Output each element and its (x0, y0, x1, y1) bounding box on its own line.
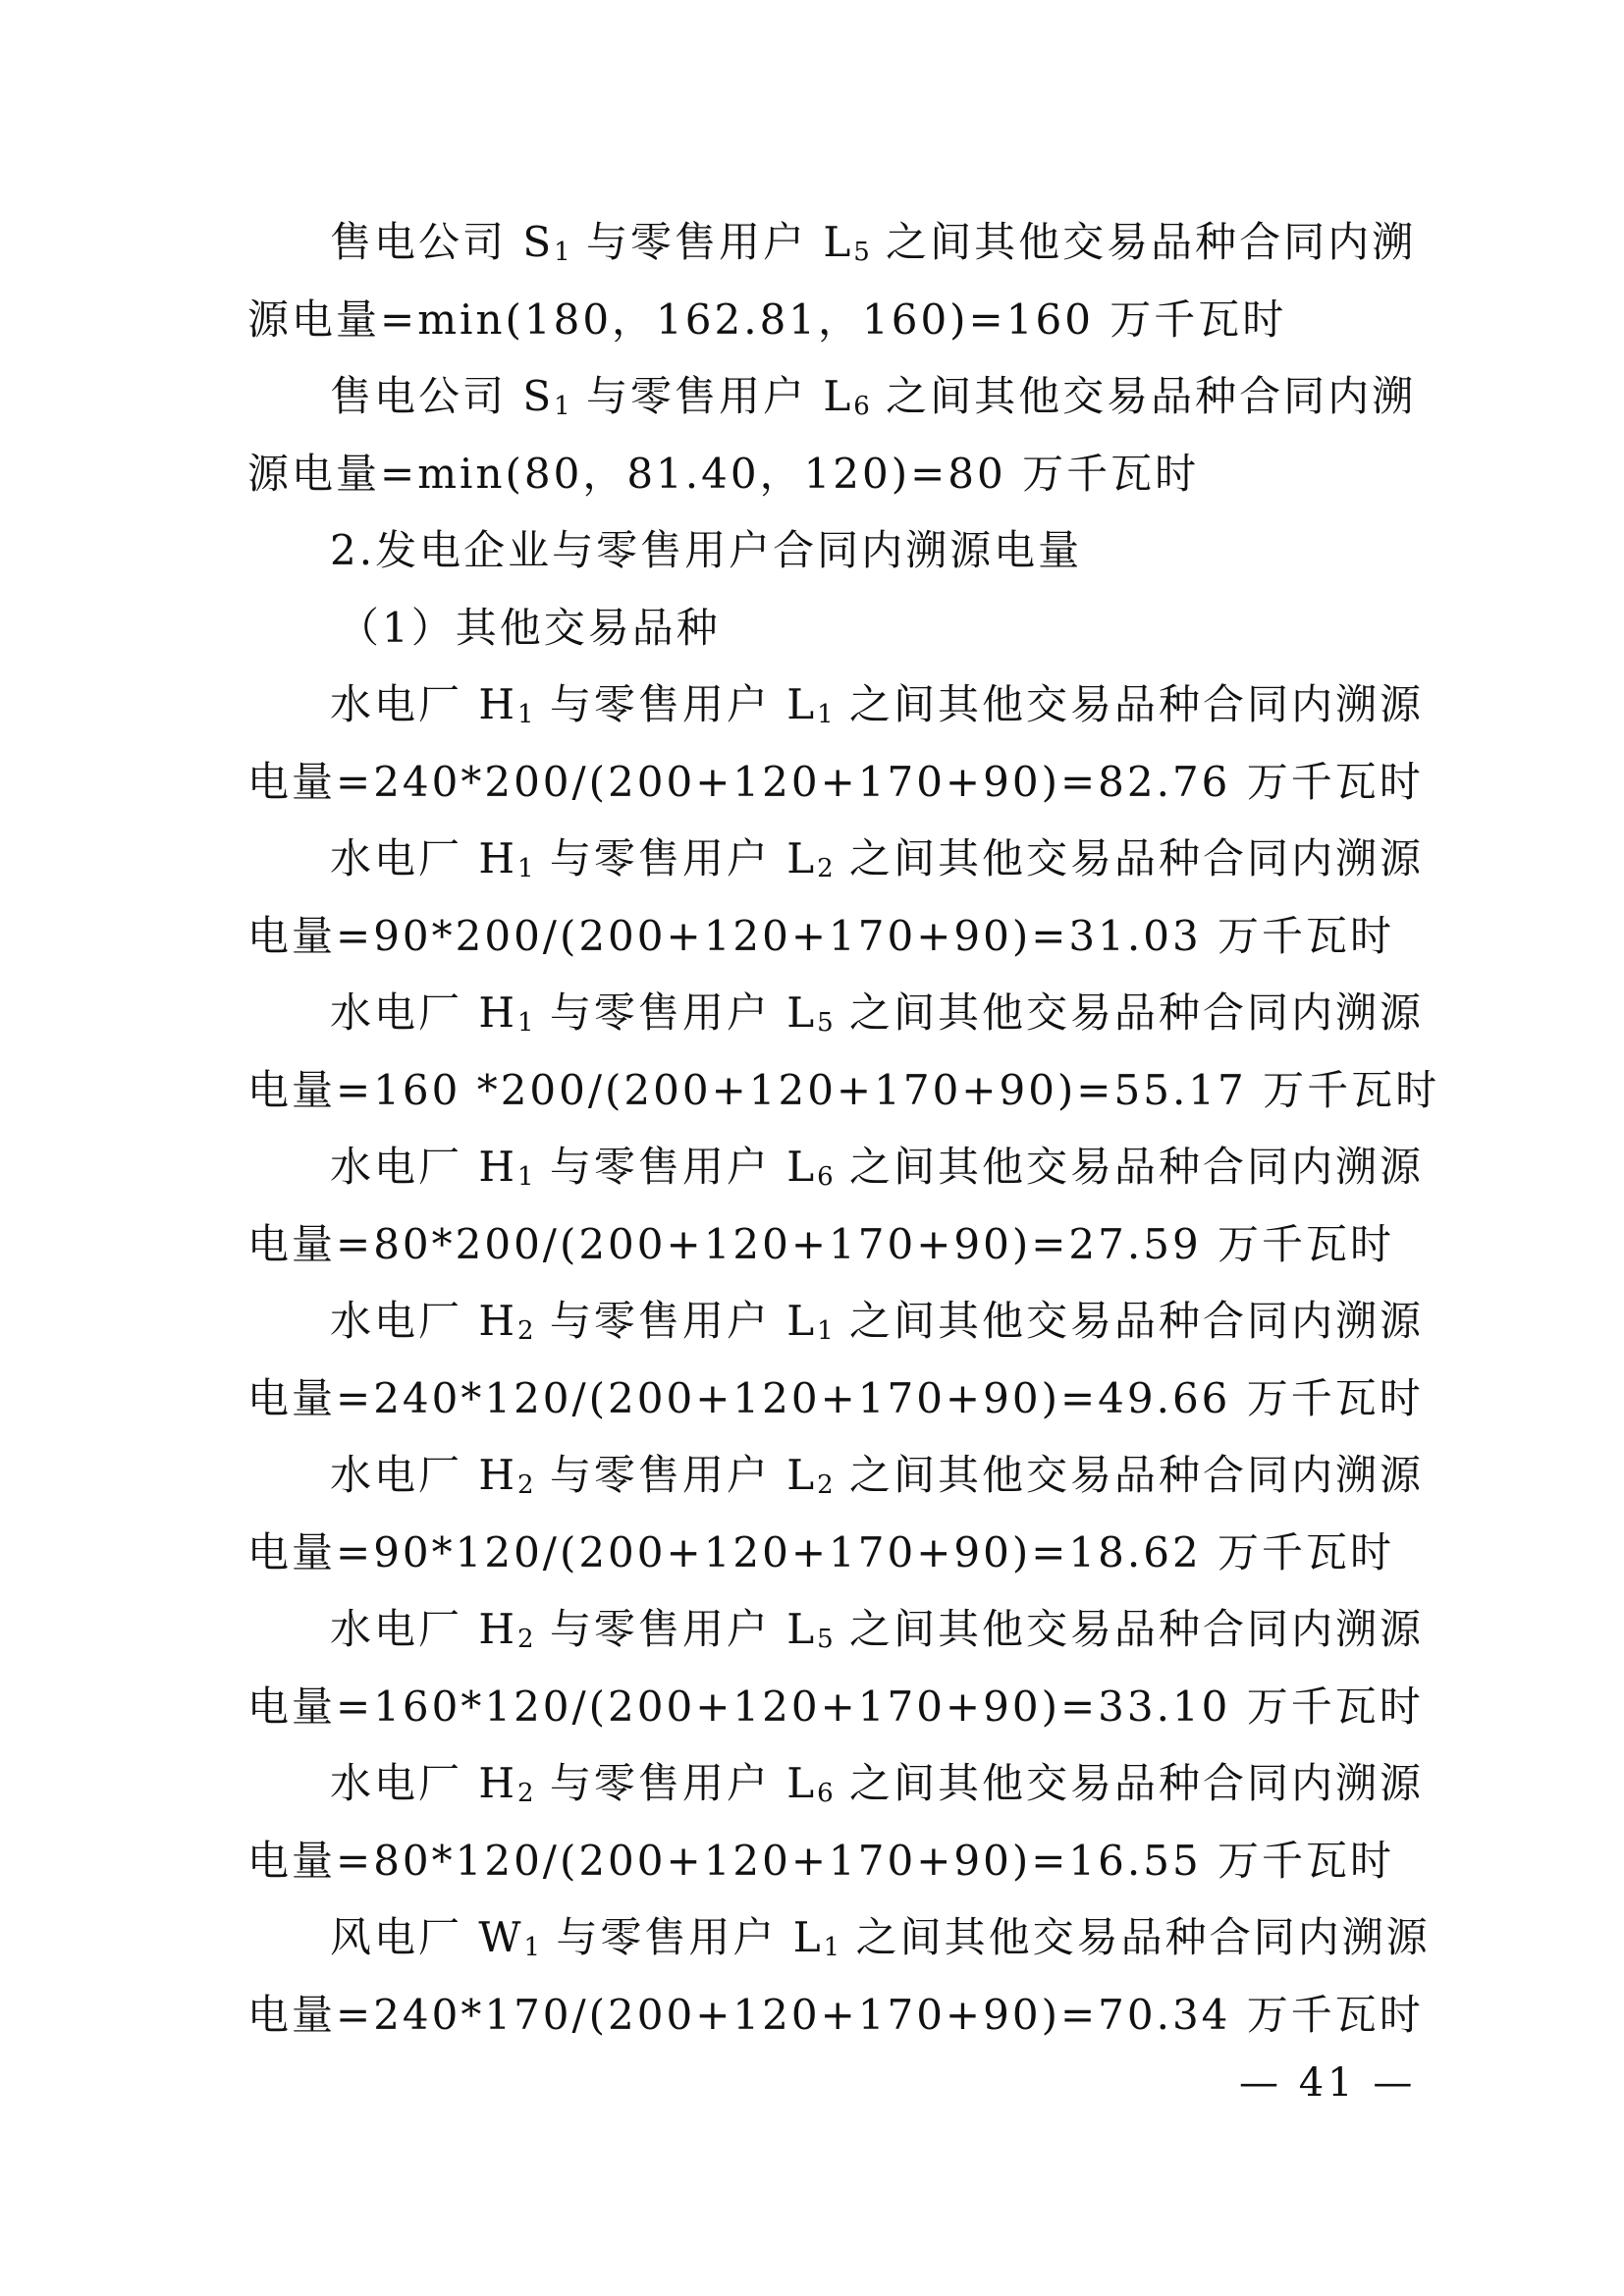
text-segment: 水电厂 H (330, 988, 517, 1037)
text-segment: 与零售用户 L (540, 1913, 824, 1961)
text-segment: 与零售用户 L (569, 218, 854, 266)
text-line (247, 1669, 1424, 1746)
text-line (247, 1129, 1425, 1206)
text-segment: 水电厂 H (330, 1759, 517, 1807)
text-segment: 电量=80*120/(200+120+170+90)=16.55 万千瓦时 (247, 1836, 1395, 1885)
text-line (247, 1515, 1395, 1592)
subscript: 1 (516, 854, 534, 883)
subscript: 1 (554, 392, 570, 421)
subscript: 5 (817, 1625, 834, 1654)
text-line (247, 975, 1425, 1052)
text-segment: 之间其他交易品种合同内溯源 (839, 1913, 1431, 1961)
text-segment: 水电厂 H (330, 1297, 517, 1345)
text-line (247, 1591, 1425, 1669)
page-number: — 41 — (1239, 2060, 1417, 2106)
subscript: 1 (516, 1162, 534, 1192)
text-segment: 源电量=min(80，81.40，120)=80 万千瓦时 (247, 449, 1200, 498)
text-line (247, 1361, 1424, 1438)
text-line (247, 1899, 1431, 1977)
text-segment: 与零售用户 L (533, 988, 818, 1037)
text-line (247, 1977, 1424, 2055)
subscript: 5 (817, 1008, 834, 1038)
text-line (247, 1052, 1440, 1130)
text-segment: 电量=90*120/(200+120+170+90)=18.62 万千瓦时 (247, 1527, 1395, 1576)
paragraph (247, 667, 1425, 821)
text-segment: 源电量=min(180，162.81，160)=160 万千瓦时 (247, 294, 1287, 344)
text-segment: 电量=160*120/(200+120+170+90)=33.10 万千瓦时 (247, 1682, 1424, 1731)
subscript: 1 (554, 238, 570, 267)
text-line (247, 358, 1417, 436)
paragraph (247, 975, 1440, 1129)
text-segment: 之间其他交易品种合同内溯源 (833, 1759, 1425, 1807)
subscript: 6 (817, 1162, 834, 1192)
text-line (247, 1206, 1395, 1284)
text-line (247, 1437, 1425, 1515)
document-body (247, 204, 1440, 2054)
text-segment: 之间其他交易品种合同内溯源 (833, 1143, 1425, 1191)
text-segment: 2.发电企业与零售用户合同内溯源电量 (330, 526, 1083, 574)
text-line (247, 436, 1386, 513)
text-segment: 水电厂 H (330, 1451, 517, 1499)
subscript: 5 (853, 238, 870, 267)
text-segment: 水电厂 H (330, 834, 517, 882)
text-segment: 售电公司 S (330, 372, 555, 420)
subscript: 2 (516, 1470, 534, 1500)
subscript: 1 (516, 1008, 534, 1038)
text-segment: （1）其他交易品种 (338, 603, 721, 652)
text-segment: 与零售用户 L (569, 372, 854, 420)
text-segment: 水电厂 H (330, 1605, 517, 1653)
paragraph (247, 1283, 1425, 1437)
subscript: 1 (823, 1933, 840, 1962)
text-line (247, 1823, 1395, 1900)
text-line (247, 590, 1386, 667)
subscript: 1 (523, 1933, 541, 1962)
paragraph (247, 590, 1386, 667)
subscript: 1 (817, 1316, 834, 1346)
text-line (247, 744, 1424, 822)
text-segment: 之间其他交易品种合同内溯 (869, 372, 1417, 420)
paragraph (247, 1437, 1425, 1591)
subscript: 2 (817, 854, 834, 883)
text-segment: 与零售用户 L (533, 834, 818, 882)
text-segment: 电量=90*200/(200+120+170+90)=31.03 万千瓦时 (247, 911, 1395, 960)
text-line (247, 898, 1395, 976)
subscript: 6 (853, 392, 870, 421)
text-segment: 与零售用户 L (533, 1297, 818, 1345)
text-segment: 风电厂 W (330, 1913, 524, 1961)
paragraph (247, 204, 1417, 358)
paragraph (247, 1745, 1425, 1899)
paragraph (247, 821, 1425, 975)
paragraph (247, 1129, 1425, 1283)
subscript: 2 (516, 1779, 534, 1808)
text-line (247, 821, 1425, 898)
text-segment: 之间其他交易品种合同内溯源 (833, 1605, 1425, 1653)
text-line (247, 1745, 1425, 1823)
subscript: 2 (516, 1316, 534, 1346)
subscript: 6 (817, 1779, 834, 1808)
text-segment: 与零售用户 L (533, 1143, 818, 1191)
text-segment: 与零售用户 L (533, 680, 818, 728)
text-line (247, 512, 1386, 590)
paragraph (247, 1899, 1431, 2054)
text-segment: 电量=240*120/(200+120+170+90)=49.66 万千瓦时 (247, 1373, 1424, 1422)
text-segment: 之间其他交易品种合同内溯源 (833, 1451, 1425, 1499)
text-segment: 之间其他交易品种合同内溯源 (833, 988, 1425, 1037)
text-segment: 水电厂 H (330, 1143, 517, 1191)
subscript: 1 (817, 700, 834, 729)
text-segment: 之间其他交易品种合同内溯源 (833, 1297, 1425, 1345)
subscript: 1 (516, 700, 534, 729)
text-segment: 售电公司 S (330, 218, 555, 266)
text-segment: 水电厂 H (330, 680, 517, 728)
text-line (247, 282, 1386, 359)
paragraph (247, 1591, 1425, 1745)
text-segment: 电量=160 *200/(200+120+170+90)=55.17 万千瓦时 (247, 1065, 1440, 1114)
text-segment: 与零售用户 L (533, 1605, 818, 1653)
paragraph (247, 358, 1417, 512)
text-segment: 之间其他交易品种合同内溯源 (833, 680, 1425, 728)
text-segment: 电量=80*200/(200+120+170+90)=27.59 万千瓦时 (247, 1219, 1395, 1268)
subscript: 2 (516, 1625, 534, 1654)
text-line (247, 667, 1425, 744)
text-segment: 之间其他交易品种合同内溯源 (833, 834, 1425, 882)
text-line (247, 204, 1417, 282)
text-segment: 之间其他交易品种合同内溯 (869, 218, 1417, 266)
subscript: 2 (817, 1470, 834, 1500)
text-line (247, 1283, 1425, 1361)
text-segment: 与零售用户 L (533, 1759, 818, 1807)
paragraph (247, 512, 1386, 590)
text-segment: 与零售用户 L (533, 1451, 818, 1499)
text-segment: 电量=240*200/(200+120+170+90)=82.76 万千瓦时 (247, 757, 1424, 806)
text-segment: 电量=240*170/(200+120+170+90)=70.34 万千瓦时 (247, 1990, 1424, 2039)
